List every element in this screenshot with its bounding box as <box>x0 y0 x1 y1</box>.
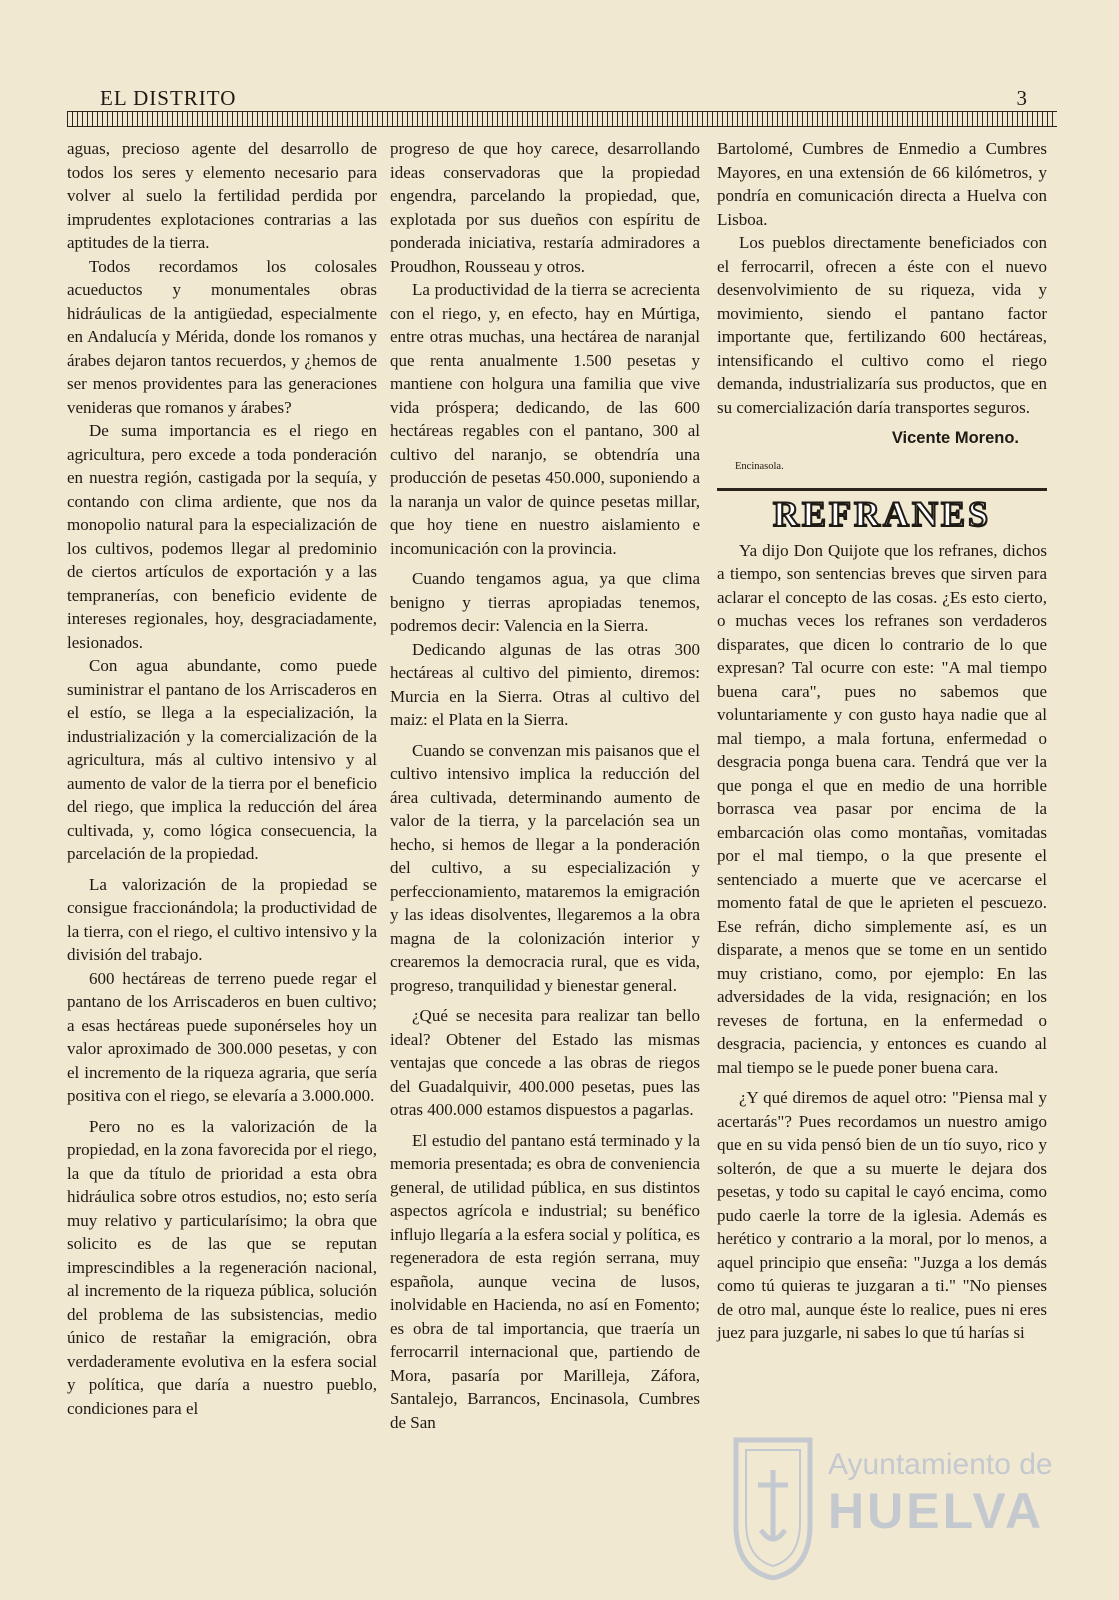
column-1 <box>67 137 377 1420</box>
paragraph: progreso de que hoy carece, desarrollando ideas conservadoras que la propiedad engendra, parcelando la propiedad, que, explotada por sus dueños con espíritu de ponderada iniciativa, restaría admiradores a Proudhon, Rousseau y otros. <box>390 139 700 276</box>
page-header <box>67 86 1057 112</box>
paragraph: Cuando tengamos agua, ya que clima benigno y tierras apropiadas tenemos, podremos decir: Valencia en la Sierra. <box>390 569 700 635</box>
column-2 <box>390 137 700 1434</box>
paragraph: Pero no es la valorización de la propiedad, en la zona favorecida por el riego, la que da título de prioridad a esta obra hidráulica sobre otros estudios, no; esto sería muy relativo y particularísimo; la obra que solicito es de las que se reputan imprescindibles a la regeneración nacional, al incremento de la riqueza pública, solución del problema de las subsistencias, medio único de restañar la emigración, obra verdaderamente evolutiva en la esfera social y política, que daría a nuestro pueblo, condiciones para el <box>67 1116 377 1418</box>
paragraph: aguas, precioso agente del desarrollo de todos los seres y elemento necesario para volver al suelo la fertilidad perdida por imprudentes explotaciones contrarias a las aptitudes de la tierra. <box>67 139 377 252</box>
paragraph: Los pueblos directamente beneficiados con el ferrocarril, ofrecen a éste con el nuevo desenvolvimiento de su riqueza, vida y movimiento, siendo el pantano factor importante que, fertilizando 600 hectáreas, intensificando el cultivo como el riego demanda, industrializaría sus productos, que en su comercialización daría transportes seguros. <box>717 233 1047 417</box>
paragraph: La productividad de la tierra se acrecienta con el riego, y, en efecto, hay en Múrtiga, entre otras muchas, una hectárea de naranjal que renta anualmente 1.500 pesetas y mantiene con holgura una familia que vive vida próspera; dedicando, de las 600 hectáreas regables con el pantano, 300 al cultivo del naranjo, se obtendría una producción de pesetas 450.000, suponiendo a la naranja un valor de quince pesetas millar, que hoy tiene en nuestro aislamiento e incomunicación con la provincia. <box>390 280 700 558</box>
publication-title: EL DISTRITO <box>100 86 237 110</box>
paragraph: ¿Y qué diremos de aquel otro: "Piensa mal y acertarás"? Pues recordamos un nuestro amigo que en su vida pensó bien de un tío suyo, rico y solterón, de que a su muerte le dejara dos pesetas, y todo su capital le cayó encima, como pudo caerle la torre de la iglesia. Además es herético y contrario a la moral, por lo menos, a aquel principio que enseña: "Juzga a los demás como tú quieras te juzgaran a ti." "No pienses de otro mal, aunque éste lo realice, pues ni eres juez para juzgarle, ni sabes lo que tú harías si <box>717 1088 1047 1342</box>
paragraph: Bartolomé, Cumbres de Enmedio a Cumbres Mayores, en una extensión de 66 kilómetros, y pondría en comunicación directa a Huelva con Lisboa. <box>717 139 1047 229</box>
section-title: REFRANES <box>772 494 992 534</box>
paragraph: Con agua abundante, como puede suministrar el pantano de los Arriscaderos en el estío, se llega a la especialización, la industrialización y la comercialización de la agricultura, más al cultivo intensivo y al aumento de valor de la tierra por el beneficio del riego, que implica la reducción del área cultivada, y, como lógica consecuencia, la parcelación de la propiedad. <box>67 656 377 863</box>
paragraph: Todos recordamos los colosales acueductos y monumentales obras hidráulicas de la antigüedad, especialmente en Andalucía y Mérida, donde los romanos y árabes dejaron tantos recuerdos, y ¿hemos de ser menos providentes para las generaciones venideras que romanos y árabes? <box>67 256 377 417</box>
section-divider <box>717 488 1047 491</box>
archive-watermark <box>728 1430 1058 1580</box>
city-seal-icon <box>728 1430 818 1580</box>
paragraph: Cuando se convenzan mis paisanos que el cultivo intensivo implica la reducción del área cultivada, determinando aumento de valor de la tierra, y la parcelación sea un hecho, si hemos de llegar a la ponderación del cultivo, a su especialización y perfeccionamiento, mataremos la emigración y las ideas disolventes, llegaremos a la obra magna de la colonización interior y crearemos la democracia rural, que es vida, progreso, tranquilidad y bienestar general. <box>390 740 700 995</box>
author-signature: Vicente Moreno. <box>891 429 1019 447</box>
paragraph: 600 hectáreas de terreno puede regar el pantano de los Arriscaderos en buen cultivo; a esas hectáreas puede suponérseles hoy un valor aproximado de 300.000 pesetas, y con el incremento de la riqueza agraria, que sería positiva con el riego, se elevaría a 3.000.000. <box>67 968 377 1105</box>
header-rule <box>67 111 1057 127</box>
column-3 <box>717 137 1047 1345</box>
paragraph: ¿Qué se necesita para realizar tan bello ideal? Obtener del Estado las mismas ventajas que concede a las obras de riegos del Guadalquivir, 400.000 pesetas, pues las otras 400.000 estamos dispuestos a pagarlas. <box>390 1006 700 1119</box>
paragraph: De suma importancia es el riego en agricultura, pero excede a toda ponderación en nuestra región, castigada por la sequía, y contando con clima ardiente, que nos da monopolio natural para la especialización de los cultivos, podemos llegar al predominio de ciertos artículos de exportación y a las tempranerías, con beneficio evidente de intereses regionales, hoy, desgraciadamente, lesionados. <box>67 421 377 652</box>
paragraph: La valorización de la propiedad se consigue fraccionándola; la productividad de la tierra, con el riego, el cultivo intensivo y la división del trabajo. <box>67 874 377 964</box>
dateline-place: Encinasola. <box>735 460 784 472</box>
watermark-line-2: HUELVA <box>828 1483 1045 1539</box>
watermark-line-1: Ayuntamiento de <box>828 1448 1053 1481</box>
paragraph: Dedicando algunas de las otras 300 hectáreas al cultivo del pimiento, diremos: Murcia en la Sierra. Otras al cultivo del maiz: el Plata en la Sierra. <box>390 639 700 729</box>
paragraph: Ya dijo Don Quijote que los refranes, dichos a tiempo, son sentencias breves que sirven para aclarar el concepto de las cosas. ¿Es esto cierto, o muchas veces los refranes son verdaderos disparates, que dicen lo contrario de lo que expresan? Tal ocurre con este: "A mal tiempo buena cara", pues no sabemos que voluntariamente y con gusto haya nadie que al mal tiempo, a mala fortuna, enfermedad o desgracia ponga buena cara. Tendrá que ver la que ponga el que en medio de una horrible borrasca vea pasar por encima de la embarcación olas como montañas, vomitadas por el mal tiempo, o la que presente el sentenciado a muerte que ve acercarse el momento fatal de que le aprieten el pescuezo. Ese refrán, dicho simplemente así, es un disparate, a menos que se tome en un sentido muy cristiano, como, por ejemplo: En las adversidades de la vida, resignación; en los reveses de fortuna, en la enfermedad o desgracia, paciencia, y entonces es cuando al mal tiempo se le puede poner buena cara. <box>717 540 1047 1077</box>
page-number: 3 <box>1016 86 1027 110</box>
paragraph: El estudio del pantano está terminado y la memoria presentada; es obra de conveniencia general, de utilidad pública, en sus distintos aspectos agrícola e industrial; su benéfico influjo llegaría a la esfera social y política, es regeneradora de esta región serrana, muy española, aunque vecina de lusos, inolvidable en Hacienda, no así en Fomento; es obra de tal importancia, que traería un ferrocarril internacional que, partiendo de Mora, pasaría por Marilleja, Záfora, Santalejo, Barrancos, Encinasola, Cumbres de San <box>390 1130 700 1432</box>
